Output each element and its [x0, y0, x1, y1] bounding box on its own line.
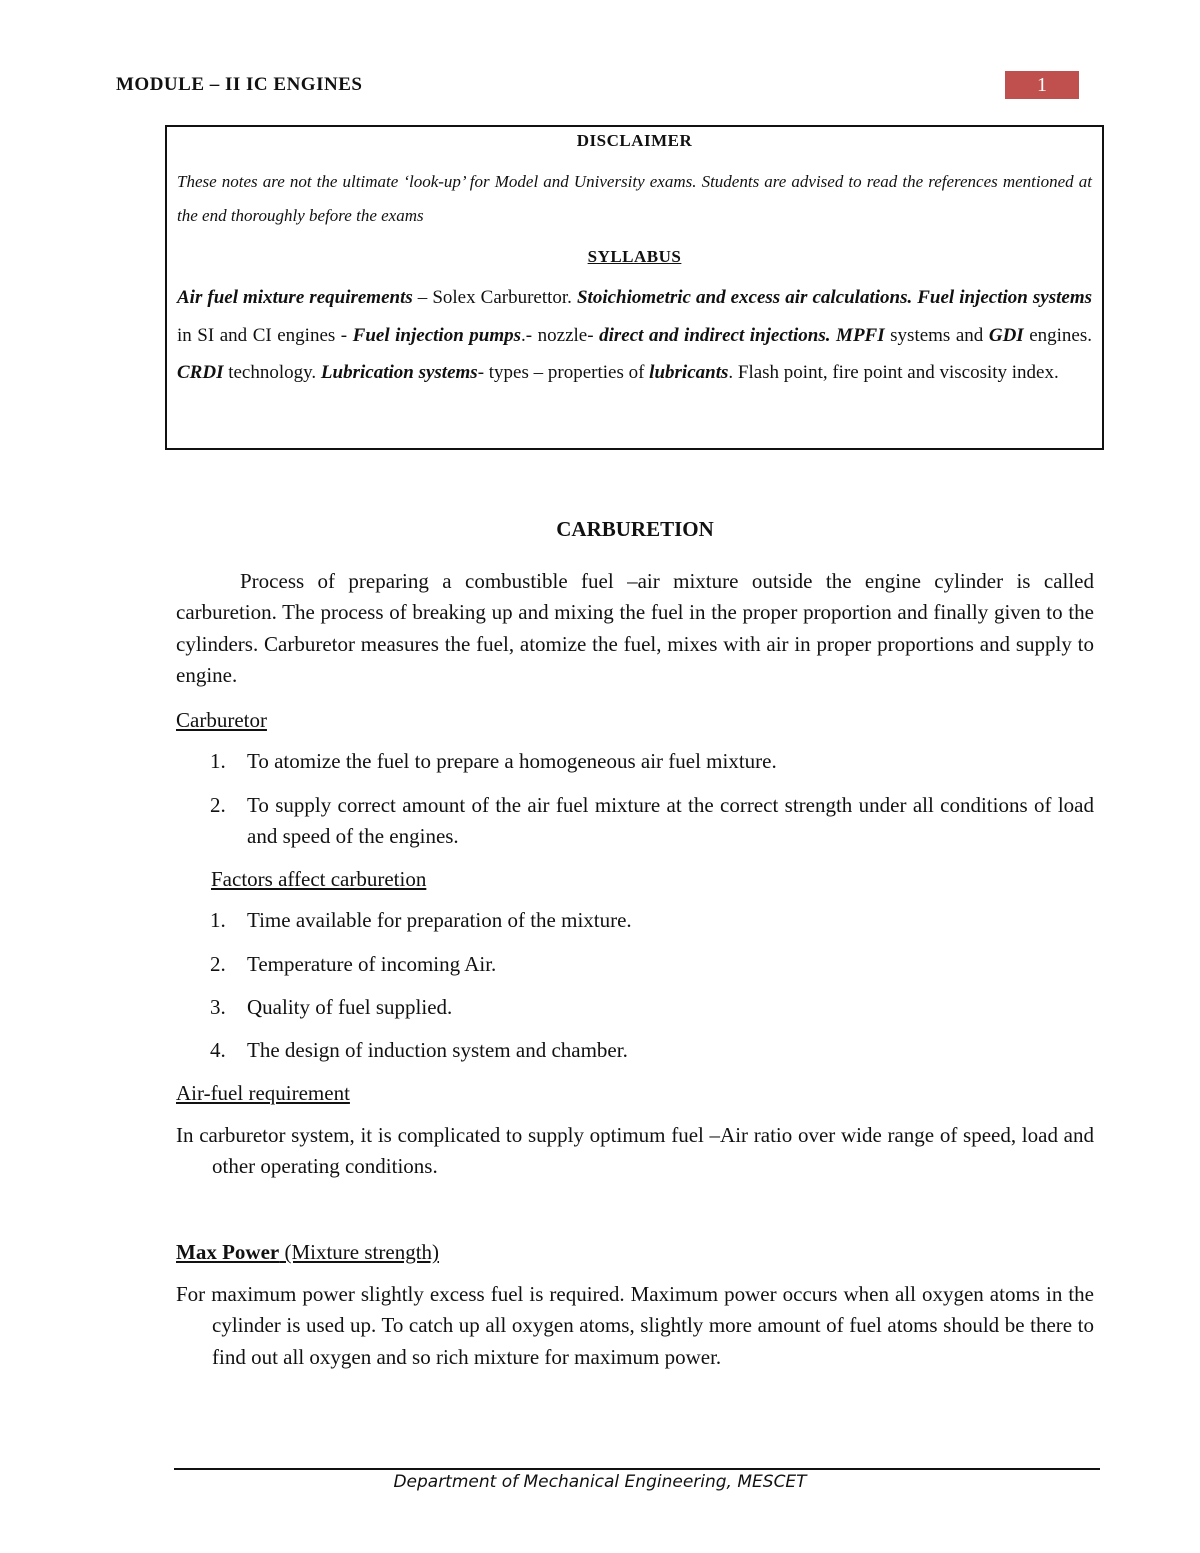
list-item — [210, 790, 1094, 853]
factors-heading: Factors affect carburetion — [211, 867, 427, 891]
disclaimer-title: DISCLAIMER — [576, 131, 693, 150]
carburetor-heading: Carburetor — [176, 708, 267, 732]
syllabus-title: SYLLABUS — [587, 247, 682, 266]
syllabus-fragment: technology. — [223, 362, 321, 383]
syllabus-term: lubricants — [649, 362, 729, 383]
list-number: 4. — [210, 1038, 226, 1062]
syllabus-fragment: – Solex Carburettor. — [412, 287, 577, 308]
list-text: To supply correct amount of the air fuel mixture at the correct strength under all conditions of load and speed of the engines. — [247, 793, 1094, 849]
footer-text: Department of Mechanical Engineering, MESCET — [393, 1472, 807, 1492]
syllabus-term: GDI — [988, 324, 1024, 346]
syllabus-term: CRDI — [177, 362, 224, 383]
airfuel-heading: Air-fuel requirement — [176, 1081, 350, 1105]
list-text: Temperature of incoming Air. — [247, 952, 497, 976]
syllabus-fragment: - types – properties of — [477, 362, 650, 383]
list-text: Quality of fuel supplied. — [247, 995, 453, 1019]
list-item — [210, 992, 1094, 1023]
list-number: 1. — [210, 749, 226, 773]
maxpower-paragraph: For maximum power slightly excess fuel is required. Maximum power occurs when all oxygen atoms in the cylinder is used up. To catch up all oxygen atoms, slightly more amount of fuel atoms should be there to find out all oxygen and so rich mixture for maximum power. — [176, 1282, 1094, 1369]
syllabus-term: Lubrication systems — [320, 362, 478, 383]
airfuel-paragraph: In carburetor system, it is complicated to supply optimum fuel –Air ratio over wide range of speed, load and other operating conditions. — [176, 1123, 1094, 1179]
list-item — [210, 1035, 1094, 1066]
maxpower-heading-rest: (Mixture strength) — [279, 1240, 440, 1264]
list-number: 2. — [210, 793, 226, 817]
syllabus-fragment: systems and — [884, 324, 989, 346]
list-text: To atomize the fuel to prepare a homogeneous air fuel mixture. — [247, 749, 777, 773]
disclaimer-text: These notes are not the ultimate ‘look-up’ for Model and University exams. Students are advised to read the references mentioned at the end thoroughly before the exams — [177, 172, 1092, 225]
maxpower-heading-bold: Max Power — [176, 1240, 280, 1264]
syllabus-term: direct and indirect injections. MPFI — [599, 324, 885, 346]
syllabus-fragment: .- nozzle- — [521, 324, 600, 346]
section-title: CARBURETION — [556, 517, 714, 541]
syllabus-fragment: in SI and CI engines - — [177, 324, 353, 346]
syllabus-text — [177, 279, 1092, 392]
page-number-badge: 1 — [1005, 71, 1079, 99]
syllabus-term: Fuel injection pumps — [352, 324, 522, 346]
syllabus-term: Air fuel mixture requirements — [177, 287, 413, 308]
list-number: 3. — [210, 995, 226, 1019]
module-header: MODULE – II IC ENGINES — [116, 74, 363, 95]
disclaimer-box — [165, 125, 1104, 450]
list-number: 1. — [210, 908, 226, 932]
list-item — [210, 949, 1094, 980]
maxpower-heading — [176, 1237, 439, 1268]
list-number: 2. — [210, 952, 226, 976]
intro-paragraph: Process of preparing a combustible fuel –air mixture outside the engine cylinder is called carburetion. The process of breaking up and mixing the fuel in the proper proportion and finally given to the cylinders. Carburetor measures the fuel, atomize the fuel, mixes with air in proper proportions and supply to engine. — [176, 569, 1094, 687]
list-text: Time available for preparation of the mixture. — [247, 908, 632, 932]
syllabus-fragment: . Flash point, fire point and viscosity index. — [728, 362, 1059, 383]
list-text: The design of induction system and chamber. — [247, 1038, 628, 1062]
list-item — [210, 905, 1094, 936]
syllabus-fragment: engines. — [1023, 324, 1093, 346]
footer-divider — [174, 1468, 1100, 1470]
list-item — [210, 746, 1094, 777]
syllabus-term: Stoichiometric and excess air calculations. Fuel injection systems — [576, 287, 1092, 308]
